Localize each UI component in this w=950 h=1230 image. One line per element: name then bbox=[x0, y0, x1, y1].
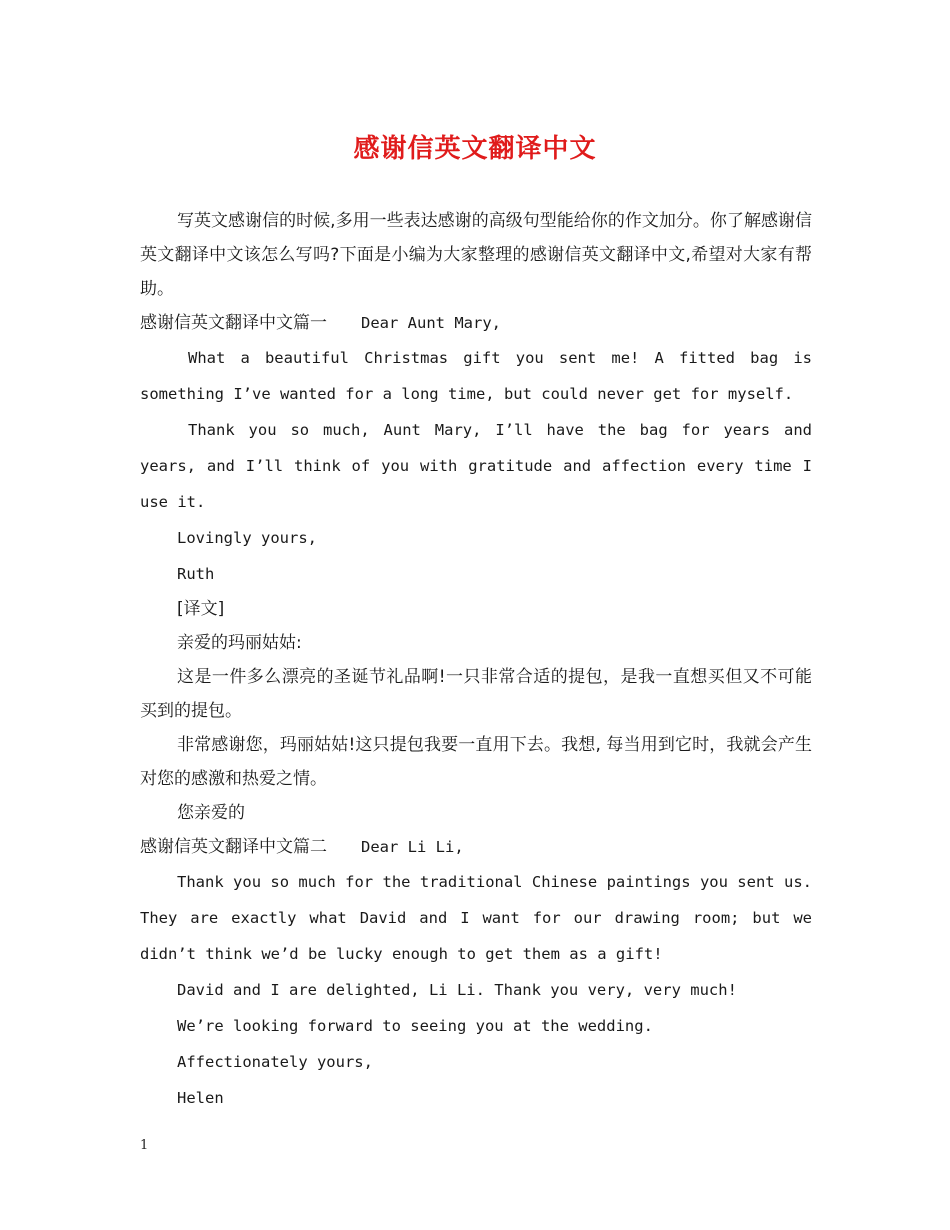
letter1-cn-closing: 您亲爱的 bbox=[177, 803, 245, 823]
letter2-signature: Helen bbox=[177, 1089, 224, 1107]
document-title: 感谢信英文翻译中文 bbox=[353, 134, 597, 164]
letter1-para2: Thank you so much, Aunt Mary, I’ll have the bag for years and years, and I’ll think of you with gratitude and affection every time I use it. bbox=[140, 421, 812, 511]
letter2-para2: David and I are delighted, Li Li. Thank you very, very much! bbox=[177, 981, 737, 999]
letter1-closing: Lovingly yours, bbox=[177, 529, 317, 547]
intro-paragraph: 写英文感谢信的时候,多用一些表达感谢的高级句型能给你的作文加分。你了解感谢信英文翻译中文该怎么写吗?下面是小编为大家整理的感谢信英文翻译中文,希望对大家有帮助。 bbox=[140, 211, 812, 299]
letter2-para3: We’re looking forward to seeing you at the wedding. bbox=[177, 1017, 653, 1035]
letter1-para1: What a beautiful Christmas gift you sent me! A fitted bag is something I’ve wanted for a long time, but could never get for myself. bbox=[140, 349, 812, 403]
page-number: 1 bbox=[140, 1138, 149, 1153]
letter1-cn-para2: 非常感谢您，玛丽姑姑!这只提包我要一直用下去。我想, 每当用到它时，我就会产生对您的感激和热爱之情。 bbox=[140, 735, 812, 789]
letter2-heading-line bbox=[140, 830, 812, 864]
letter1-heading: 感谢信英文翻译中文篇一 bbox=[140, 313, 327, 333]
translation-label: [译文] bbox=[177, 599, 225, 619]
letter1-cn-para1: 这是一件多么漂亮的圣诞节礼品啊!一只非常合适的提包，是我一直想买但又不可能买到的提包。 bbox=[140, 667, 812, 721]
letter2-salutation: Dear Li Li, bbox=[361, 838, 464, 856]
letter2-closing: Affectionately yours, bbox=[177, 1053, 373, 1071]
letter1-cn-salutation: 亲爱的玛丽姑姑: bbox=[177, 633, 302, 653]
letter2-heading: 感谢信英文翻译中文篇二 bbox=[140, 837, 327, 857]
letter1-salutation: Dear Aunt Mary, bbox=[361, 314, 501, 332]
document-body bbox=[140, 204, 812, 1116]
letter1-heading-line bbox=[140, 306, 812, 340]
letter1-signature: Ruth bbox=[177, 565, 215, 583]
letter2-para1: Thank you so much for the traditional Chinese paintings you sent us. They are exactly what David and I want for our drawing room; but we didn’t think we’d be lucky enough to get them as a gift! bbox=[140, 873, 812, 963]
